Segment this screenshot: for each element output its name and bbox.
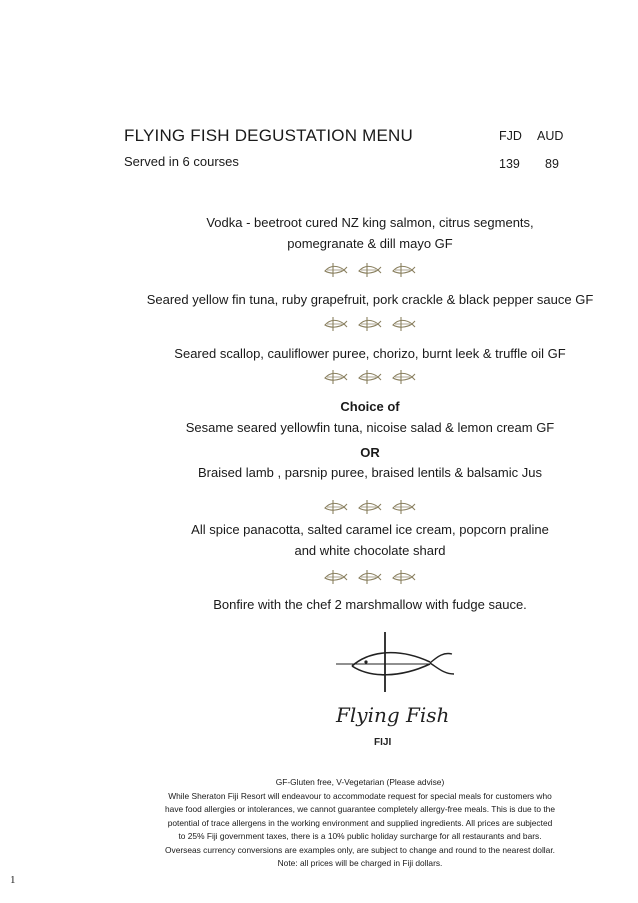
fish-divider-icon (392, 369, 416, 385)
fish-divider-icon (324, 369, 348, 385)
footer-line-5: to 25% Fiji government taxes, there is a 10% public holiday surcharge for all restaurants and bars. (178, 831, 542, 841)
fish-divider-icon (358, 369, 382, 385)
menu-title: FLYING FISH DEGUSTATION MENU (124, 126, 413, 145)
course-1-line-2: pomegranate & dill mayo GF (287, 236, 453, 251)
course-4-option-a: Sesame seared yellowfin tuna, nicoise salad & lemon cream GF (185, 420, 555, 435)
course-divider (110, 369, 630, 385)
fish-divider-icon (392, 499, 416, 515)
page-number: 1 (10, 874, 16, 886)
course-3: Seared scallop, cauliflower puree, chorizo, burnt leek & truffle oil GF (174, 346, 566, 361)
logo-script-text: Flying Fish (336, 703, 450, 727)
footer-line-2: While Sheraton Fiji Resort will endeavour to accommodate request for special meals for customers who (168, 790, 552, 801)
fish-divider-icon (324, 316, 348, 332)
fish-divider-icon (392, 569, 416, 585)
fish-divider-icon (358, 499, 382, 515)
footer-notes (80, 776, 638, 871)
course-1-line-1: Vodka - beetroot cured NZ king salmon, citrus segments, (206, 215, 534, 230)
footer-line-4: potential of trace allergens in the working environment and supplied ingredients. All prices are subjected (167, 817, 553, 828)
course-6: Bonfire with the chef 2 marshmallow with fudge sauce. (213, 597, 527, 612)
footer-line-6: Overseas currency conversions are examples only, are subject to change and round to the nearest dollar. (165, 844, 555, 855)
footer-line-1: GF-Gluten free, V-Vegetarian (Please advise) (275, 777, 445, 787)
flying-fish-logo (330, 628, 460, 755)
fish-divider-icon (358, 316, 382, 332)
logo-location: FIJI (374, 737, 392, 748)
or-label: OR (360, 445, 380, 460)
course-4-option-b: Braised lamb , parsnip puree, braised lentils & balsamic Jus (198, 465, 542, 480)
fish-divider-icon (324, 569, 348, 585)
course-5-line-1: All spice panacotta, salted caramel ice cream, popcorn praline (191, 522, 549, 537)
footer-line-3: have food allergies or intolerances, we cannot guarantee completely allergy-free meals. This is due to the (165, 804, 555, 814)
fish-divider-icon (358, 569, 382, 585)
fish-divider-icon (358, 262, 382, 278)
menu-subtitle: Served in 6 courses (124, 154, 239, 169)
currency-aud-label: AUD (537, 129, 564, 143)
currency-fjd-label: FJD (499, 129, 522, 143)
course-divider (110, 262, 630, 278)
fish-divider-icon (392, 262, 416, 278)
flying-fish-logo-icon (330, 628, 460, 750)
fish-divider-icon (324, 499, 348, 515)
course-divider (110, 316, 630, 332)
fish-divider-icon (324, 262, 348, 278)
fish-divider-icon (392, 316, 416, 332)
price-fjd: 139 (499, 157, 520, 171)
course-5-line-2: and white chocolate shard (294, 543, 446, 558)
course-divider (110, 569, 630, 585)
choice-heading: Choice of (340, 399, 400, 414)
footer-line-7: Note: all prices will be charged in Fiji dollars. (277, 858, 443, 868)
course-divider (110, 499, 630, 515)
course-2: Seared yellow fin tuna, ruby grapefruit, pork crackle & black pepper sauce GF (146, 292, 594, 307)
price-aud: 89 (545, 157, 559, 171)
